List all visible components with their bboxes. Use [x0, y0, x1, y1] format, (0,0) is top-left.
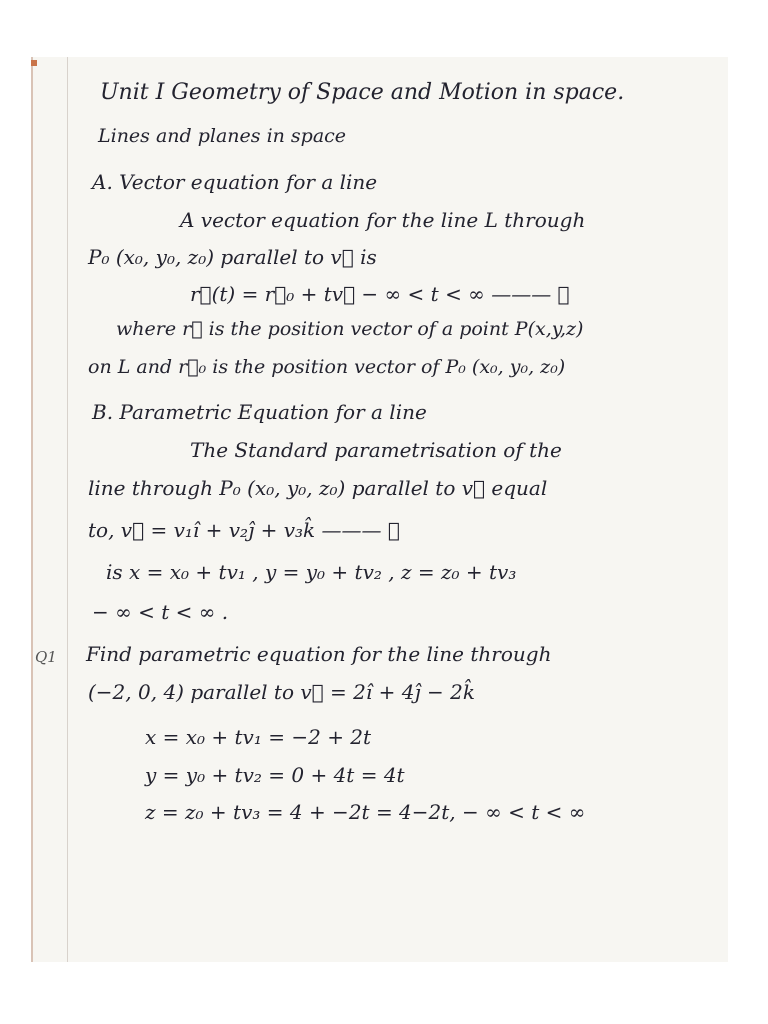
section-b-heading: B. Parametric Equation for a line: [92, 400, 427, 424]
equation-1: r⃗(t) = r⃗₀ + tv⃗ − ∞ < t < ∞ ——— ①: [190, 282, 570, 306]
solution-z: z = z₀ + tv₃ = 4 + −2t = 4−2t, − ∞ < t < ∞: [145, 800, 586, 824]
page-title: Unit I Geometry of Space and Motion in space.: [100, 80, 625, 105]
section-a-heading: A. Vector equation for a line: [92, 170, 378, 194]
solution-y: y = y₀ + tv₂ = 0 + 4t = 4t: [145, 763, 405, 787]
parameter-range: − ∞ < t < ∞ .: [92, 600, 229, 624]
section-a-line-2: P₀ (x₀, y₀, z₀) parallel to v⃗ is: [88, 245, 377, 269]
page-corner-mark: [31, 60, 37, 66]
section-a-line-1: A vector equation for the line L through: [180, 208, 586, 232]
section-b-line-1: The Standard parametrisation of the: [190, 438, 562, 462]
page-subtitle: Lines and planes in space: [98, 125, 347, 147]
margin-line: [67, 57, 68, 962]
question-label: Q1: [35, 648, 57, 666]
parametric-equations: is x = x₀ + tv₁ , y = y₀ + tv₂ , z = z₀ + tv₃: [106, 560, 517, 584]
section-b-line-2: line through P₀ (x₀, y₀, z₀) parallel to v⃗ equal: [88, 476, 548, 500]
solution-x: x = x₀ + tv₁ = −2 + 2t: [145, 725, 372, 749]
equation-2: to, v⃗ = v₁î + v₂ĵ + v₃k̂ ——— ②: [88, 518, 400, 542]
question-line-2: (−2, 0, 4) parallel to v⃗ = 2î + 4ĵ − 2k̂: [88, 680, 475, 704]
section-a-line-5: on L and r⃗₀ is the position vector of P₀ (x₀, y₀, z₀): [88, 356, 566, 378]
question-line-1: Find parametric equation for the line through: [86, 642, 552, 666]
section-a-line-4: where r⃗ is the position vector of a point P(x,y,z): [116, 318, 584, 340]
